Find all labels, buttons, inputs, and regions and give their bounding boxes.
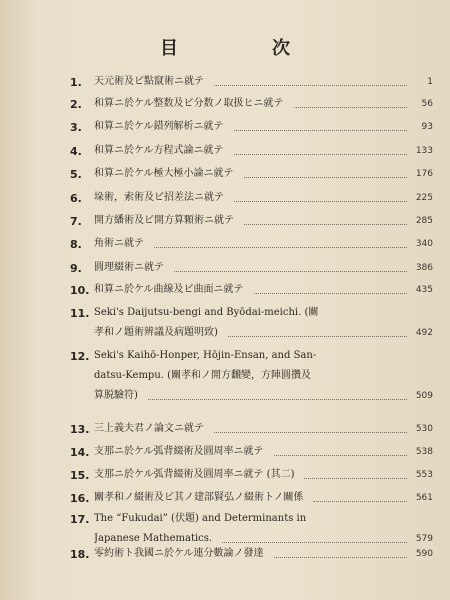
entry-page-number: 176 xyxy=(415,169,433,179)
entry-number: 1. xyxy=(70,76,82,89)
entry-title-line: 和算ニ於ケル方程式論ニ就テ xyxy=(94,145,224,156)
entry-number: 10. xyxy=(70,284,90,297)
entry-page-number: 386 xyxy=(415,263,433,273)
dot-leader xyxy=(214,432,407,433)
dot-leader xyxy=(274,455,408,456)
entry-number: 8. xyxy=(70,238,82,251)
entry-page-number: 435 xyxy=(415,285,433,295)
dot-leader xyxy=(228,336,407,337)
entry-title-line: 三上義夫君ノ論文ニ就テ xyxy=(94,423,204,434)
dot-leader xyxy=(244,177,408,178)
entry-title-line: 關孝和ノ綴術及ビ其ノ建部賢弘ノ綴術トノ關係 xyxy=(94,492,304,503)
entry-title-line: Seki's Daijutsu-bengi and Byōdai-meichi. (關 xyxy=(94,307,319,318)
entry-page-number: 133 xyxy=(415,146,433,156)
entry-number: 14. xyxy=(70,446,90,459)
entry-number: 12. xyxy=(70,350,90,363)
entry-title-line: 孝和ノ題術辨議及病題明致) xyxy=(94,327,218,338)
entry-number: 18. xyxy=(70,548,90,561)
dot-leader xyxy=(234,130,408,131)
entry-title-line: 支那ニ於ケル弧背綴術及圓周率ニ就テ xyxy=(94,446,264,457)
dot-leader xyxy=(274,557,408,558)
dot-leader xyxy=(222,542,407,543)
entry-page-number: 553 xyxy=(415,470,433,480)
dot-leader xyxy=(154,247,407,248)
entry-title-line: Japanese Mathematics. xyxy=(94,533,213,544)
entry-number: 11. xyxy=(70,307,90,320)
entry-title-line: Seki's Kaihō-Honper, Hōjin-Ensan, and San- xyxy=(94,350,317,361)
dot-leader xyxy=(304,478,407,479)
entry-number: 2. xyxy=(70,98,82,111)
entry-title-line: 算脱驗符) xyxy=(94,390,138,401)
entry-title-line: The “Fukudai” (伏題) and Determinants in xyxy=(94,513,307,524)
dot-leader xyxy=(174,271,407,272)
entry-number: 9. xyxy=(70,262,82,275)
entry-number: 6. xyxy=(70,192,82,205)
entry-number: 3. xyxy=(70,121,82,134)
dot-leader xyxy=(234,201,407,202)
entry-page-number: 225 xyxy=(415,193,433,203)
entry-title-line: 開方繙術及ビ開方算顆術ニ就テ xyxy=(94,215,234,226)
entry-title-line: 角術ニ就テ xyxy=(94,238,144,249)
entry-title-line: 和算ニ於ケル整数及ビ分数ノ取扱ヒニ就テ xyxy=(94,98,284,109)
entry-number: 5. xyxy=(70,168,82,181)
dot-leader xyxy=(214,85,407,86)
entry-title-line: 和算ニ於ケル錯列解析ニ就テ xyxy=(94,121,224,132)
entry-number: 13. xyxy=(70,423,90,436)
entry-title-line: 和算ニ於ケル極大極小論ニ就テ xyxy=(94,168,234,179)
entry-page-number: 340 xyxy=(415,239,433,249)
entry-number: 17. xyxy=(70,513,90,526)
entry-page-number: 509 xyxy=(415,391,433,401)
entry-page-number: 1 xyxy=(427,77,433,87)
dot-leader xyxy=(294,107,408,108)
entry-page-number: 579 xyxy=(415,534,433,544)
entry-number: 15. xyxy=(70,469,90,482)
entry-page-number: 538 xyxy=(415,447,433,457)
entry-page-number: 93 xyxy=(421,122,433,132)
dot-leader xyxy=(254,293,408,294)
dot-leader xyxy=(234,154,408,155)
entry-title-line: 圓理綴術ニ就テ xyxy=(94,262,164,273)
page-title: 目 次 xyxy=(160,38,328,59)
entry-title-line: datsu-Kempu. (關孝和ノ開方飜變，方陣圓攢及 xyxy=(94,370,312,381)
entry-page-number: 530 xyxy=(415,424,433,434)
entry-page-number: 590 xyxy=(415,549,433,559)
entry-page-number: 56 xyxy=(421,99,433,109)
entry-page-number: 492 xyxy=(415,328,433,338)
entry-title-line: 支那ニ於ケル弧背綴術及圓周率ニ就テ (其二) xyxy=(94,469,295,480)
entry-title-line: 垛術，索術及ビ招差法ニ就テ xyxy=(94,192,224,203)
entry-number: 7. xyxy=(70,215,82,228)
entry-number: 4. xyxy=(70,145,82,158)
entry-page-number: 561 xyxy=(415,493,433,503)
dot-leader xyxy=(244,224,407,225)
entry-title-line: 零約術ト我國ニ於ケル連分數論ノ發達 xyxy=(94,548,264,559)
dot-leader xyxy=(148,399,407,400)
entry-title-line: 和算ニ於ケル曲線及ビ曲面ニ就テ xyxy=(94,284,244,295)
entry-number: 16. xyxy=(70,492,90,505)
entry-page-number: 285 xyxy=(415,216,433,226)
entry-title-line: 天元術及ビ點竄術ニ就テ xyxy=(94,76,204,87)
